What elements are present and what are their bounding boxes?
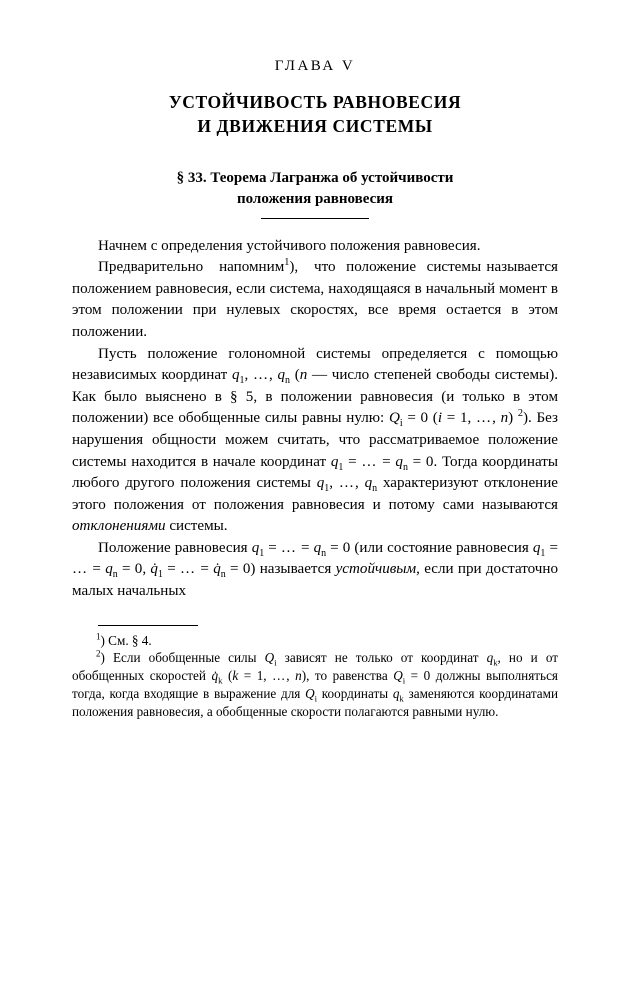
- footnote-2: $^2$) Если обобщенные силы $Q_i$ зависят не только от координат $q_k$, но и от обобщенных скоростей $q̇_k$ (k = 1, …, n), то равенства $Q_i = 0$ должны выполняться тогда, когда входящие в выражение для $Q_i$ координаты $q_k$ заменяются координатами положения равновесия, а обобщенные скорости полагаются равными нулю.: [72, 649, 559, 719]
- paragraph-1: Начнем с определения устойчивого положения равновесия.: [98, 237, 481, 254]
- paragraph-2: Предварительно напомним$^1$), что положение системы называется положением равновесия, если система, находящаяся в начальный момент в этом положении при нулевых скоростях, все время остается в этом положении.: [72, 257, 558, 341]
- section-title-line-2: положения равновесия: [236, 190, 394, 207]
- title-divider: [261, 218, 369, 219]
- section-title-line-1: § 33. Теорема Лагранжа об устойчивости: [176, 170, 454, 187]
- chapter-label: ГЛАВА V: [274, 58, 356, 74]
- chapter-title-line-2: И ДВИЖЕНИЯ СИСТЕМЫ: [197, 115, 433, 136]
- section-title: [72, 168, 558, 209]
- paragraph-4: Положение равновесия $q_1$ = … = $q_n = 0$ (или состояние равновесия $q_1$ = … = $q_n = 0$, $q̇_1$ = … = $q̇_n = 0$) называется устойчивым, если при достаточно малых начальных: [72, 539, 559, 599]
- paragraph-3: Пусть положение голономной системы определяется с помощью независимых координат $q_1$, …, $q_n$ (n — число степеней свободы системы). Как было выяснено в § 5, в положении равновесия (и только в этом положении) все обобщенные силы равны нулю: $Q_i = 0$ (i = 1, …, n) $^2$). Без нарушения общности можем считать, что рассматриваемое положение системы находится в начале координат $q_1$ = … = $q_n = 0$. Тогда координаты любого другого положения системы $q_1$, …, $q_n$ характеризуют отклонение этого положения от положения равновесия и потому сами называются отклонениями системы.: [72, 345, 559, 535]
- footnotes: [72, 632, 558, 721]
- footnote-1: $^1$) См. § 4.: [96, 631, 152, 648]
- footnote-divider: [98, 625, 198, 626]
- chapter-title-line-1: УСТОЙЧИВОСТЬ РАВНОВЕСИЯ: [168, 92, 462, 112]
- chapter-title: [72, 91, 558, 138]
